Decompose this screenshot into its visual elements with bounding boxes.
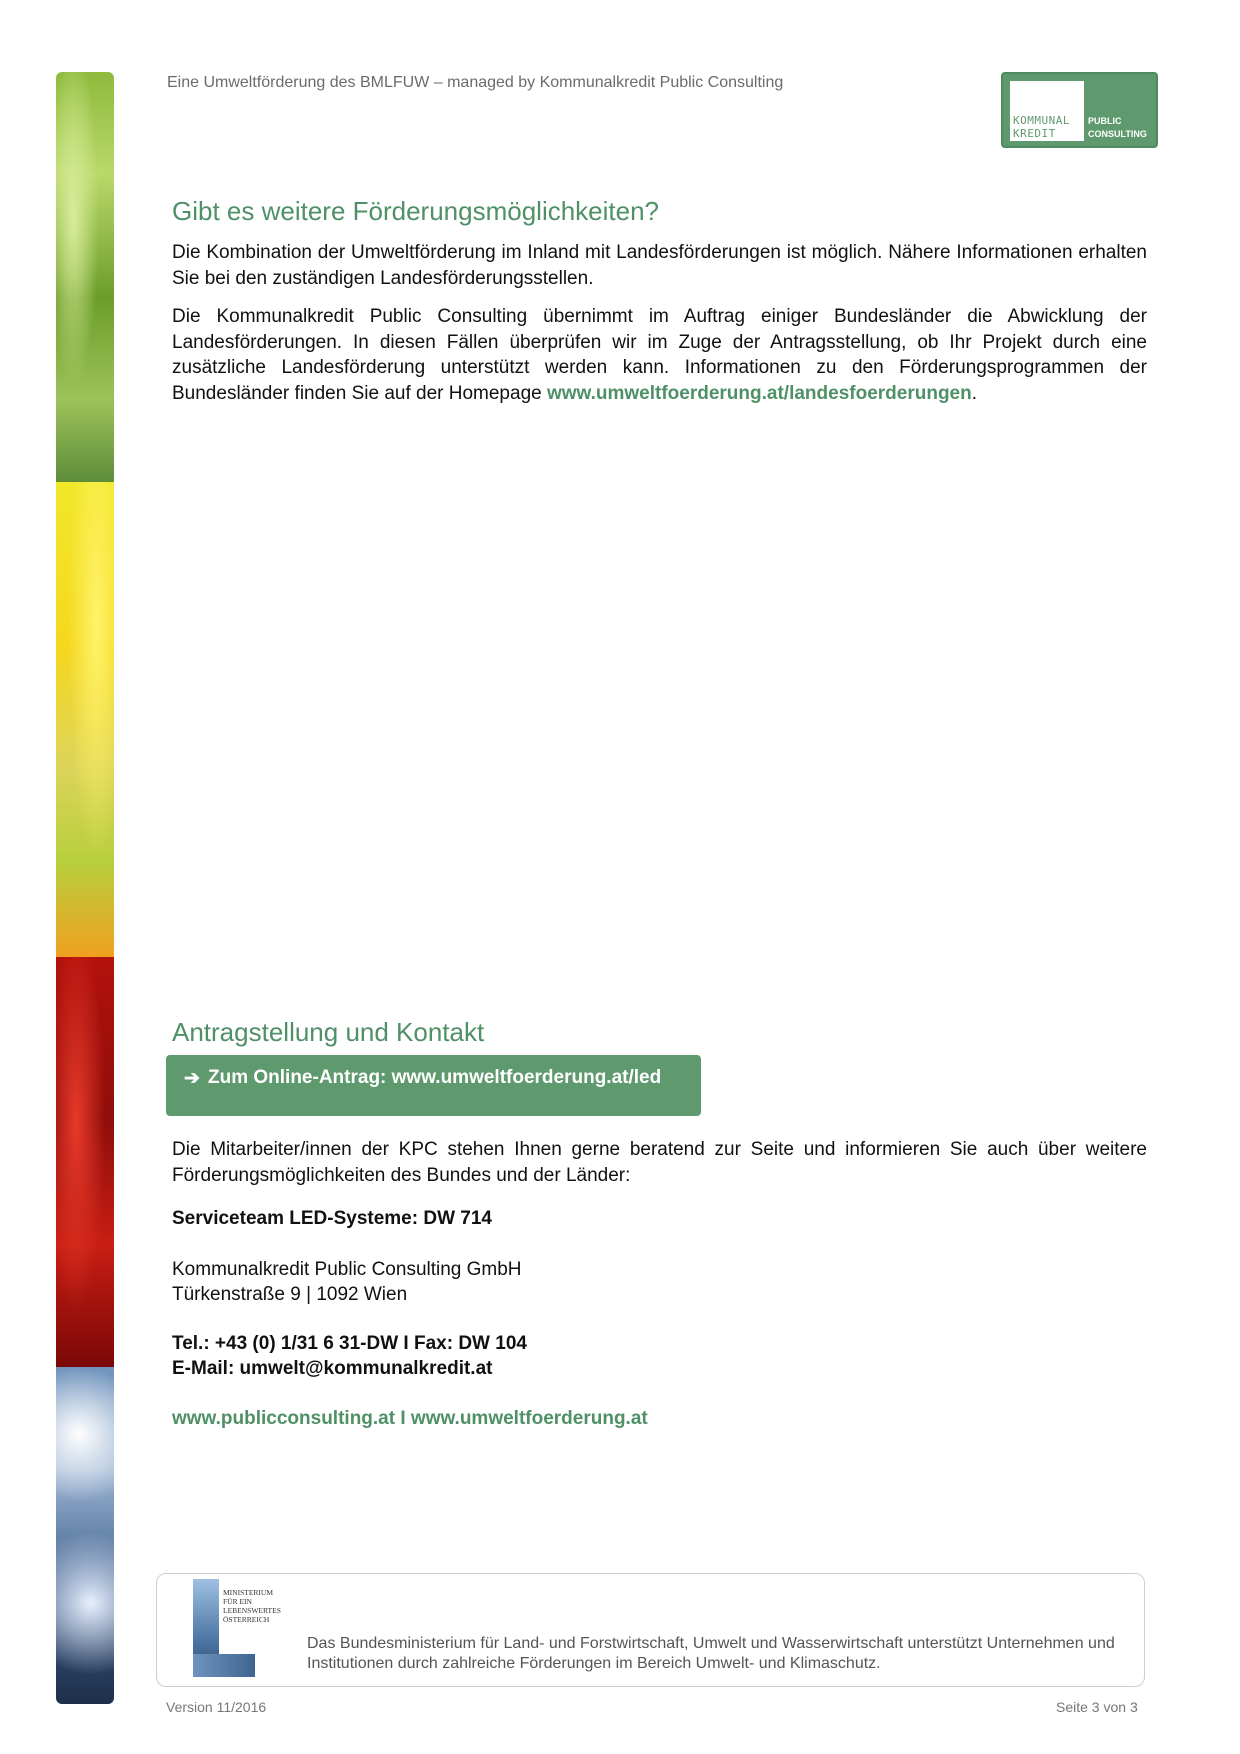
red-image — [56, 957, 114, 1367]
logo-text-kommunal: KOMMUNAL — [1013, 114, 1070, 127]
ministry-footer-box — [156, 1573, 1145, 1687]
section-heading-kontakt: Antragstellung und Kontakt — [172, 1017, 485, 1047]
ministry-line-4: ÖSTERREICH — [223, 1615, 270, 1624]
serviceteam-line: Serviceteam LED-Systeme: DW 714 — [172, 1208, 492, 1229]
page-number: Seite 3 von 3 — [1056, 1699, 1138, 1715]
logo-text-consulting: CONSULTING — [1088, 129, 1147, 139]
company-address: Türkenstraße 9 | 1092 Wien — [172, 1284, 408, 1305]
paragraph-text: Die Kommunalkredit Public Consulting übernimmt im Auftrag einiger Bundesländer die Abwicklung der Landesförderungen. In diesen Fällen überprüfen wir im Zuge der Antragsstellung, ob Ihr Projekt durch eine zusätzliche Landesförderung unterstützt werden kann. Informationen zu den Förderungsprogrammen der Bundesländer finden Sie auf der Homepage — [172, 306, 1147, 404]
paragraph-kombination: Die Kombination der Umweltförderung im Inland mit Landesförderungen ist möglich. Nähere Informationen erhalten Sie bei den zuständigen Landesförderungsstellen. — [172, 242, 1147, 289]
arrow-right-icon: ➔ — [184, 1068, 200, 1089]
paragraph-landesfoerderungen — [172, 304, 1147, 406]
ministry-line-3: LEBENSWERTES — [223, 1606, 281, 1615]
section-heading-foerderungen: Gibt es weitere Förderungsmöglichkeiten? — [172, 196, 660, 226]
version-label: Version 11/2016 — [166, 1699, 267, 1715]
ministry-line-1: MINISTERIUM — [223, 1588, 273, 1597]
flower-image — [56, 482, 114, 957]
company-name: Kommunalkredit Public Consulting GmbH — [172, 1259, 522, 1280]
paragraph-kontakt-intro: Die Mitarbeiter/innen der KPC stehen Ihnen gerne beratend zur Seite und informieren Sie auch über weitere Förderungsmöglichkeiten des Bundes und der Länder: — [172, 1139, 1147, 1186]
phone-fax-line: Tel.: +43 (0) 1/31 6 31-DW I Fax: DW 104 — [172, 1333, 527, 1354]
email-line[interactable]: E-Mail: umwelt@kommunalkredit.at — [172, 1358, 493, 1379]
header-text: Eine Umweltförderung des BMLFUW – managed by Kommunalkredit Public Consulting — [167, 74, 784, 91]
ministry-logo-base — [193, 1654, 255, 1677]
decorative-photo-strip — [56, 72, 114, 1704]
ministry-description: Das Bundesministerium für Land- und Forstwirtschaft, Umwelt und Wasserwirtschaft unterstützt Unternehmen und Institutionen durch zahlreiche Förderungen im Bereich Umwelt- und Klimaschutz. — [307, 1635, 1115, 1672]
paragraph-end: . — [971, 382, 978, 404]
kommunalkredit-logo — [1001, 72, 1158, 148]
frost-image — [56, 1367, 114, 1704]
online-antrag-label: Zum Online-Antrag: www.umweltfoerderung.at/led — [208, 1067, 662, 1088]
landesfoerderungen-link[interactable]: www.umweltfoerderung.at/landesfoerderungen — [546, 382, 972, 404]
ministry-logo-text — [223, 1588, 281, 1624]
leaf-image — [56, 72, 114, 482]
logo-text-kredit: KREDIT — [1013, 127, 1056, 140]
websites-links[interactable]: www.publicconsulting.at I www.umweltfoerderung.at — [172, 1408, 648, 1429]
online-antrag-button[interactable] — [166, 1055, 701, 1116]
ministry-line-2: FÜR EIN — [223, 1597, 252, 1606]
logo-text-public: PUBLIC — [1088, 116, 1122, 126]
